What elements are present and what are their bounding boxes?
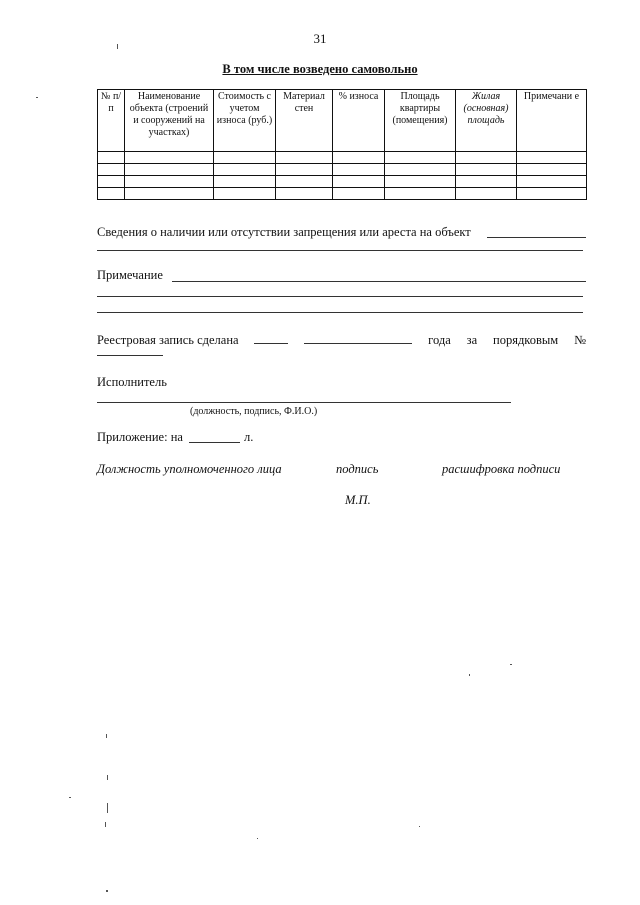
col-header-area: Площадь квартиры (помещения) xyxy=(385,90,456,152)
attachment-suffix: л. xyxy=(244,430,254,444)
restriction-info-label: Сведения о наличии или отсутствии запрещения или ареста на объект xyxy=(97,225,471,239)
col-header-cost: Стоимость с учетом износа (руб.) xyxy=(214,90,276,152)
scan-speck xyxy=(106,734,107,738)
scan-speck xyxy=(106,890,108,892)
scan-speck xyxy=(419,826,420,827)
col-header-wall-material: Материал стен xyxy=(276,90,333,152)
scan-speck xyxy=(510,664,512,665)
signature-decode: расшифровка подписи xyxy=(442,462,561,476)
scan-speck xyxy=(107,803,108,813)
restriction-info-line-2[interactable] xyxy=(97,250,583,251)
page-number: 31 xyxy=(313,31,327,46)
registry-blank-month[interactable] xyxy=(304,331,412,344)
signature-position: Должность уполномоченного лица xyxy=(97,462,282,476)
section-title: В том числе возведено самовольно xyxy=(222,62,418,76)
note-line-1[interactable] xyxy=(172,281,586,282)
stamp-place: М.П. xyxy=(345,493,371,507)
buildings-table xyxy=(97,89,587,200)
table-row xyxy=(98,176,587,188)
col-header-living-area: Жилая (основная) площадь xyxy=(456,90,517,152)
executor-line[interactable] xyxy=(97,402,511,403)
registry-blank-day[interactable] xyxy=(254,331,288,344)
registry-text-2: года xyxy=(428,333,451,347)
note-label: Примечание xyxy=(97,268,163,282)
note-line-3[interactable] xyxy=(97,312,583,313)
col-header-wear: % износа xyxy=(333,90,385,152)
attachment-prefix: Приложение: на xyxy=(97,430,183,444)
table-row xyxy=(98,164,587,176)
scan-speck xyxy=(69,797,71,798)
scan-speck xyxy=(257,838,258,839)
executor-label: Исполнитель xyxy=(97,375,167,389)
scan-speck xyxy=(117,44,118,49)
col-header-number: № п/ п xyxy=(98,90,125,152)
registry-text-4: порядковым xyxy=(493,333,559,347)
signature-sign: подпись xyxy=(336,462,379,476)
executor-caption: (должность, подпись, Ф.И.О.) xyxy=(190,406,318,417)
registry-text-1: Реестровая запись сделана xyxy=(97,333,239,347)
scan-speck xyxy=(105,822,106,827)
registry-number-line[interactable] xyxy=(97,355,163,356)
note-line-2[interactable] xyxy=(97,296,583,297)
col-header-object-name: Наименование объекта (строений и сооружений на участках) xyxy=(125,90,214,152)
registry-text-3: за xyxy=(466,333,478,347)
table-header-row xyxy=(98,90,587,152)
scan-speck xyxy=(469,674,470,676)
registry-record-line xyxy=(97,331,586,348)
registry-text-5: № xyxy=(574,333,586,347)
table-row xyxy=(98,188,587,200)
col-header-note: Примечани е xyxy=(517,90,587,152)
scan-speck xyxy=(107,775,108,780)
scan-speck xyxy=(36,97,38,98)
table-row xyxy=(98,152,587,164)
attachment-pages-line[interactable] xyxy=(189,442,240,443)
restriction-info-line[interactable] xyxy=(487,237,586,238)
